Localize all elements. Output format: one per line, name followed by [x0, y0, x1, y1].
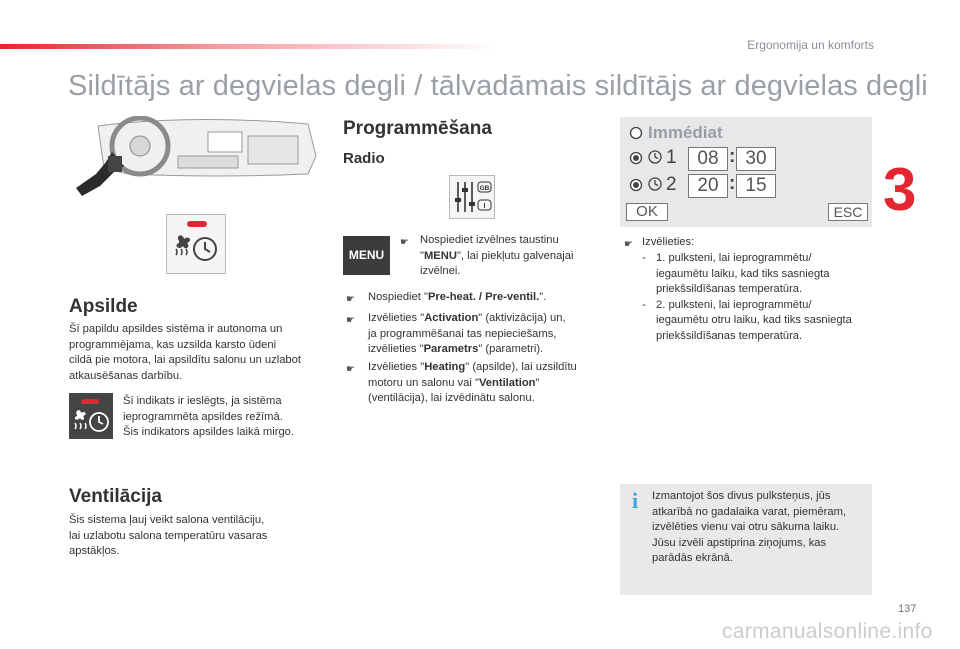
timer2-hour: 20 — [688, 174, 728, 198]
bullet-icon: ☛ — [346, 364, 355, 375]
radio-selected-icon — [628, 150, 644, 166]
ok-button-illustration: OK — [626, 203, 668, 221]
info-icon: i — [632, 488, 639, 513]
section-label: Ergonomija un komforts — [747, 38, 874, 52]
chapter-number: 3 — [883, 156, 917, 223]
step-activation-text: Izvēlieties "Activation" (aktivizācija) un, ja programmēšanai tas nepieciešams, izvēlieties "Parametrs" (parametri). — [368, 312, 566, 355]
radio-settings-icon — [449, 175, 495, 219]
programming-heading: Programmēšana — [343, 118, 492, 139]
ventilacija-paragraph: Šis sistema ļauj veikt salona ventilāciju, lai uzlabotu salona temperatūru vasaras apstākļos. — [69, 514, 268, 557]
bullet-icon: ☛ — [346, 294, 355, 305]
select-label: Izvēlieties: — [642, 236, 695, 248]
indicator-paragraph: Šī indikats ir ieslēgts, ja sistēma ieprogrammēta apsildes režīmā. Šis indikators apsildes laikā mirgo. — [123, 395, 294, 438]
page-number: 137 — [898, 603, 917, 615]
bullet-icon: ☛ — [400, 237, 409, 248]
timer-options-list: - 1. pulksteni, lai ieprogrammētu/ iegaumētu laiku, kad tiks sasniegta priekšsildīšanas temperatūra. - 2. pulksteni, lai ieprogrammētu/ iegaumētu otru laiku, kad tiks sasniegta priekšsildīšanas temperatūra. — [642, 252, 852, 342]
bullet-icon: ☛ — [624, 239, 633, 250]
header-accent-bar — [0, 44, 500, 49]
info-text: Izmantojot šos divus pulksteņus, jūs atkarībā no gadalaika varat, piemēram, izvēlēties vienu vai otru sākuma laiku. Jūsu izvēli apstiprina ziņojums, kas parādās ekrānā. — [652, 490, 847, 564]
timer2-index: 2 — [666, 174, 677, 195]
immediate-label: Immédiat — [648, 123, 723, 142]
heater-button-illustration — [166, 214, 226, 274]
fan-clock-icon — [167, 215, 225, 273]
radio-icon-sub: I — [483, 203, 486, 210]
timer1-hour: 08 — [688, 147, 728, 171]
timer1-index: 1 — [666, 147, 677, 168]
timer-screen-illustration — [620, 117, 872, 227]
page-title: Sildītājs ar degvielas degli / tālvadāmais sildītājs ar degvielas degli — [68, 70, 928, 102]
clock-icon — [647, 149, 663, 165]
watermark: carmanualsonline.info — [722, 620, 933, 643]
step-menu-text: Nospiediet izvēlnes taustinu "MENU", lai piekļutu galvenajai izvēlnei. — [420, 234, 574, 277]
ventilacija-heading: Ventilācija — [69, 486, 162, 507]
heater-indicator-icon — [69, 393, 113, 439]
dashboard-illustration — [68, 116, 320, 204]
timer1-colon: : — [729, 146, 736, 167]
bullet-icon: ☛ — [346, 315, 355, 326]
timer1-min: 30 — [736, 147, 776, 171]
radio-subheading: Radio — [343, 150, 385, 167]
radio-icon-badge: GB — [479, 185, 490, 192]
timer2-min: 15 — [736, 174, 776, 198]
apsilde-paragraph: Šī papildu apsildes sistēma ir autonoma un programmējama, kas uzsilda karsto ūdeni cildā pie motora, lai apsildītu salonu un uzlabot atkausēšanas darbību. — [69, 323, 301, 382]
radio-selected-icon — [628, 177, 644, 193]
apsilde-heading: Apsilde — [69, 296, 138, 317]
timer2-colon: : — [729, 173, 736, 194]
clock-icon — [647, 176, 663, 192]
esc-button-illustration: ESC — [828, 203, 868, 221]
step-heating-text: Izvēlieties "Heating" (apsilde), lai uzsildītu motoru un salonu vai "Ventilation" (ventilācija), lai izvēdinātu salonu. — [368, 361, 577, 404]
radio-unselected-icon — [628, 125, 644, 141]
step-preheat-text: Nospiediet "Pre-heat. / Pre-ventil.". — [368, 291, 547, 303]
menu-button-illustration: MENU — [343, 236, 390, 275]
